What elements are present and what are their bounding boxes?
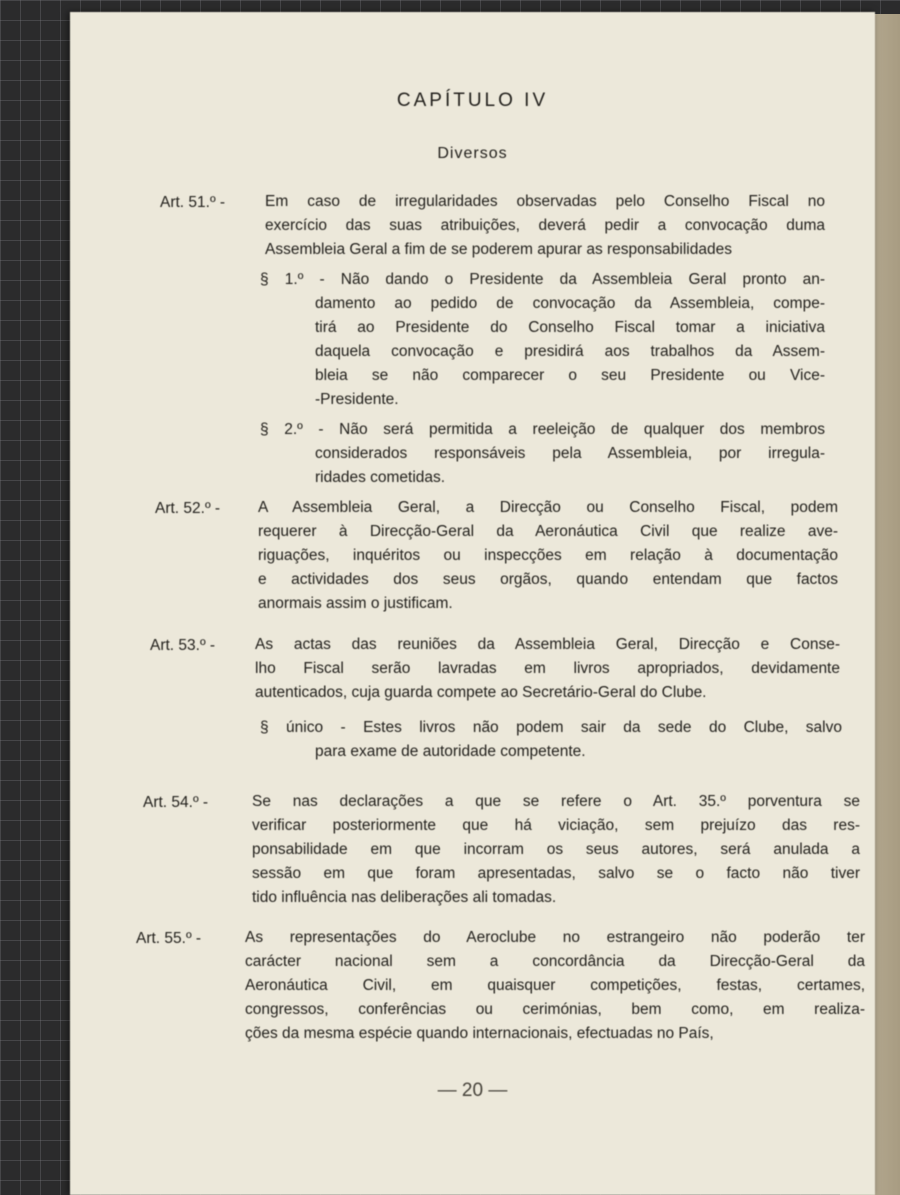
article-text-line: As representações do Aeroclube no estrangeiro não poderão ter [245,929,865,946]
article-text-line: Se nas declarações a que se refere o Art. 35.º porventura se [252,793,860,810]
paragraph-text-line: considerados responsáveis pela Assembleia, por irregula- [315,445,825,462]
article-number: Art. 54.º - [143,794,209,811]
article-text-line: e actividades dos seus orgãos, quando entendam que factos [258,571,838,588]
article-text-line: tido influência nas deliberações ali tomadas. [252,889,557,906]
article-number: Art. 52.º - [155,500,221,517]
article-text-line: riguações, inquéritos ou inspecções em relação à documentação [258,547,838,564]
article-number: Art. 55.º - [136,930,202,947]
paragraph-text-line: § 2.º - Não será permitida a reeleição de qualquer dos membros [260,421,825,438]
article-text-line: Em caso de irregularidades observadas pelo Conselho Fiscal no [265,193,825,210]
article-text-line: autenticados, cuja guarda compete ao Secretário-Geral do Clube. [255,684,707,701]
paragraph-text-line: para exame de autoridade competente. [315,743,586,760]
article-text-line: exercício das suas atribuições, deverá pedir a convocação duma [265,217,825,234]
article-text-line: anormais assim o justificam. [258,595,453,612]
chapter-heading: CAPÍTULO IV [396,90,549,111]
article-text-line: carácter nacional sem a concordância da Direcção-Geral da [245,953,865,970]
paragraph-text-line: daquela convocação e presidirá aos trabalhos da Assem- [315,343,825,360]
article-text-line: lho Fiscal serão lavradas em livros apropriados, devidamente [255,660,840,677]
paragraph-text-line: bleia se não comparecer o seu Presidente ou Vice- [315,367,825,384]
article-number: Art. 51.º - [160,194,226,211]
article-number: Art. 53.º - [150,637,216,654]
paragraph-text-line: -Presidente. [315,391,399,408]
paragraph-text-line: § único - Estes livros não podem sair da sede do Clube, salvo [260,719,842,736]
paragraph-text-line: § 1.º - Não dando o Presidente da Assembleia Geral pronto an- [260,271,825,288]
paragraph-text-line: tirá ao Presidente do Conselho Fiscal tomar a iniciativa [315,319,825,336]
page-number: — 20 — [437,1080,508,1101]
article-text-line: verificar posteriormente que há viciação, sem prejuízo das res- [252,817,860,834]
article-text-line: requerer à Direcção-Geral da Aeronáutica Civil que realize ave- [258,523,838,540]
section-heading: Diversos [437,145,508,162]
article-text-line: ponsabilidade em que incorram os seus autores, será anulada a [252,841,860,858]
article-text-line: ções da mesma espécie quando internacionais, efectuadas no País, [245,1025,714,1042]
article-text-line: Assembleia Geral a fim de se poderem apurar as responsabilidades [265,241,732,258]
article-text-line: congressos, conferências ou cerimónias, bem como, em realiza- [245,1001,865,1018]
article-text-line: A Assembleia Geral, a Direcção ou Conselho Fiscal, podem [258,499,838,516]
paragraph-text-line: damento ao pedido de convocação da Assembleia, compe- [315,295,825,312]
article-text-line: As actas das reuniões da Assembleia Geral, Direcção e Conse- [255,636,840,653]
paragraph-text-line: ridades cometidas. [315,469,446,486]
article-text-line: sessão em que foram apresentadas, salvo se o facto não tiver [252,865,860,882]
article-text-line: Aeronáutica Civil, em quaisquer competições, festas, certames, [245,977,865,994]
document-page [70,12,875,1195]
